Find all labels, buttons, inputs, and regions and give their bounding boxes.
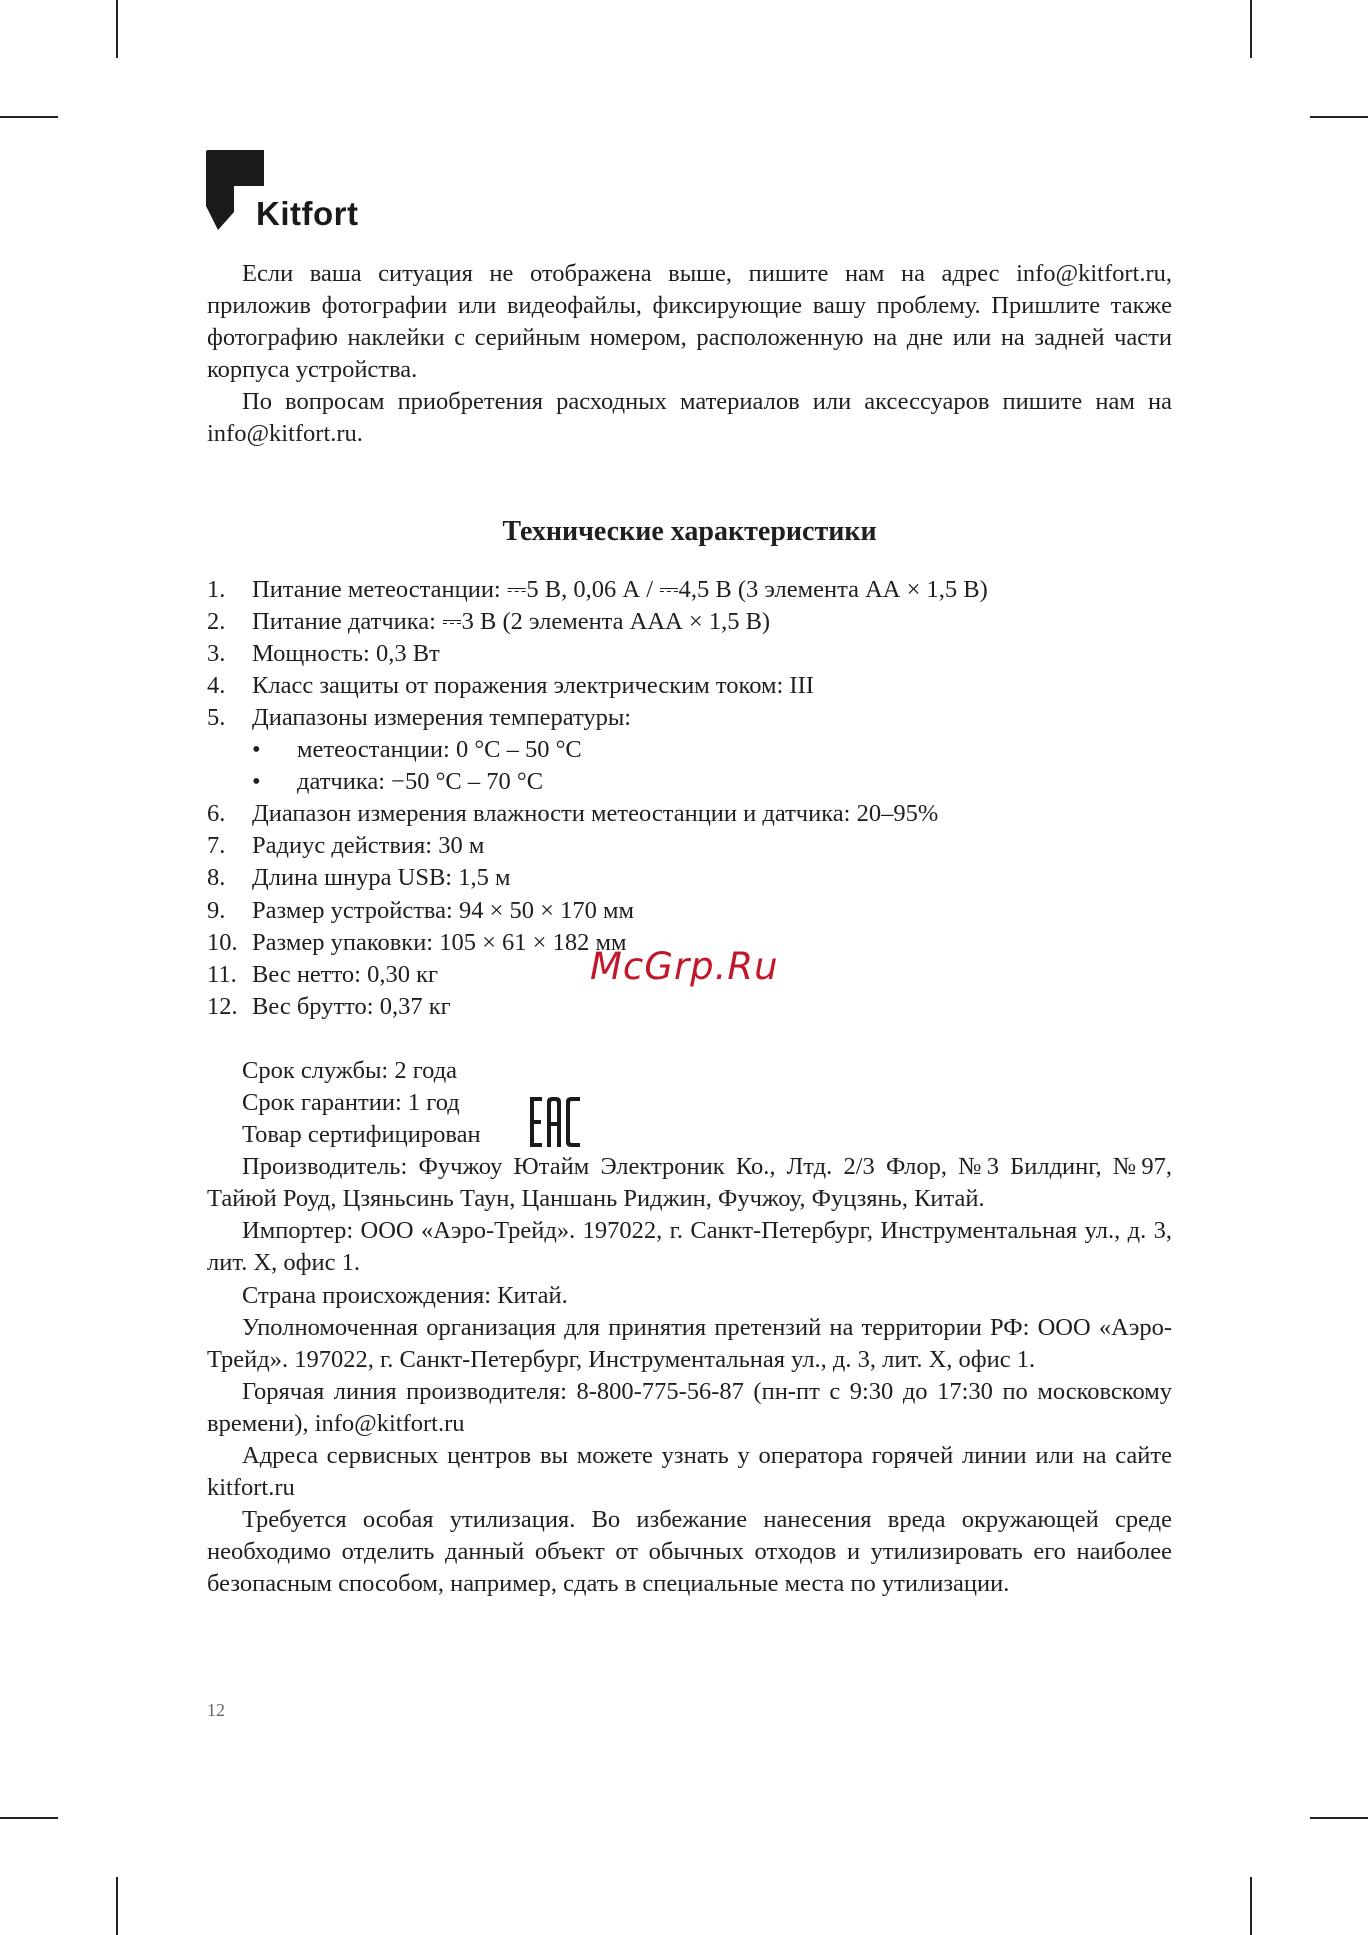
spec-list bbox=[207, 574, 1172, 734]
brand-name: Kitfort bbox=[256, 195, 359, 232]
crop-mark bbox=[0, 1817, 58, 1819]
section-title: Технические характеристики bbox=[502, 515, 877, 547]
crop-mark bbox=[1250, 0, 1252, 58]
spec-item: 7. Радиус действия: 30 м bbox=[207, 832, 485, 860]
sub-item: • метеостанции: 0 °C – 50 °C bbox=[252, 736, 582, 764]
temp-sublist bbox=[207, 734, 1172, 798]
spec-list bbox=[207, 798, 1172, 1023]
intro-paragraph: По вопросам приобретения расходных материалов или аксессуаров пишите нам на info@kitfort.ru. bbox=[207, 388, 1172, 448]
hotline: Горячая линия производителя: 8-800-775-56-87 (пн-пт с 9:30 до 17:30 по московскому времени), info@kitfort.ru bbox=[207, 1377, 1172, 1437]
certified-line bbox=[207, 1119, 1172, 1151]
crop-mark bbox=[116, 0, 118, 58]
page-content bbox=[207, 258, 1172, 1600]
spec-item: 8. Длина шнура USB: 1,5 м bbox=[207, 864, 511, 892]
service-centers: Адреса сервисных центров вы можете узнать у оператора горячей линии или на сайте kitfort.ru bbox=[207, 1442, 1172, 1502]
spec-item: 6. Диапазон измерения влажности метеостанции и датчика: 20–95% bbox=[207, 800, 939, 828]
spec-item: 10. Размер упаковки: 105 × 61 × 182 мм bbox=[207, 928, 627, 956]
watermark: McGrp.Ru bbox=[590, 945, 779, 988]
kitfort-logo bbox=[206, 150, 386, 235]
crop-mark bbox=[1310, 1817, 1368, 1819]
service-life: Срок службы: 2 года bbox=[242, 1056, 458, 1084]
intro-paragraph: Если ваша ситуация не отображена выше, пишите нам на адрес info@kitfort.ru, приложив фотографии или видеофайлы, фиксирующие вашу проблему. Пришлите также фотографию наклейки с серийным номером, расположенную на дне или на задней части корпуса устройства. bbox=[207, 260, 1172, 384]
sub-item: • датчика: −50 °C – 70 °C bbox=[252, 768, 544, 796]
crop-mark bbox=[1250, 1877, 1252, 1935]
disposal-notice: Требуется особая утилизация. Во избежание нанесения вреда окружающей среде необходимо отделить данный объект от обычных отходов и утилизировать его наиболее безопасным способом, например, сдать в специальные места по утилизации. bbox=[207, 1506, 1172, 1598]
spec-item: 4. Класс защиты от поражения электрическим током: III bbox=[207, 671, 814, 699]
importer: Импортер: ООО «Аэро-Трейд». 197022, г. Санкт-Петербург, Инструментальная ул., д. 3, лит. Х, офис 1. bbox=[207, 1217, 1172, 1277]
spec-item: 2. Питание датчика: ⎓3 В (2 элемента ААА × 1,5 В) bbox=[207, 607, 771, 635]
manufacturer: Производитель: Фучжоу Ютайм Электроник Ко., Лтд. 2/3 Флор, №3 Билдинг, №97, Тайюй Роуд, Цзяньсинь Таун, Цаншань Риджин, Фучжоу, Фуцзянь, Китай. bbox=[207, 1153, 1172, 1213]
eac-mark-icon bbox=[529, 1096, 581, 1148]
page-number: 12 bbox=[207, 1700, 225, 1720]
spec-item: 9. Размер устройства: 94 × 50 × 170 мм bbox=[207, 896, 634, 924]
authorized-organization: Уполномоченная организация для принятия претензий на территории РФ: ООО «Аэро-Трейд». 197022, г. Санкт-Петербург, Инструментальная ул., д. 3, лит. Х, офис 1. bbox=[207, 1313, 1172, 1373]
warranty: Срок гарантии: 1 год bbox=[242, 1088, 460, 1116]
spec-item: 12. Вес брутто: 0,37 кг bbox=[207, 992, 451, 1020]
spec-item: 1. Питание метеостанции: ⎓5 В, 0,06 А / ⎓4,5 В (3 элемента АА × 1,5 В) bbox=[207, 575, 988, 603]
crop-mark bbox=[0, 116, 58, 118]
spec-item: 11. Вес нетто: 0,30 кг bbox=[207, 960, 439, 988]
certified-text: Товар сертифицирован bbox=[242, 1121, 481, 1149]
spec-item: 5. Диапазоны измерения температуры: bbox=[207, 703, 632, 731]
spec-item: 3. Мощность: 0,3 Вт bbox=[207, 639, 440, 667]
crop-mark bbox=[1310, 116, 1368, 118]
crop-mark bbox=[116, 1877, 118, 1935]
origin: Страна происхождения: Китай. bbox=[242, 1281, 568, 1309]
